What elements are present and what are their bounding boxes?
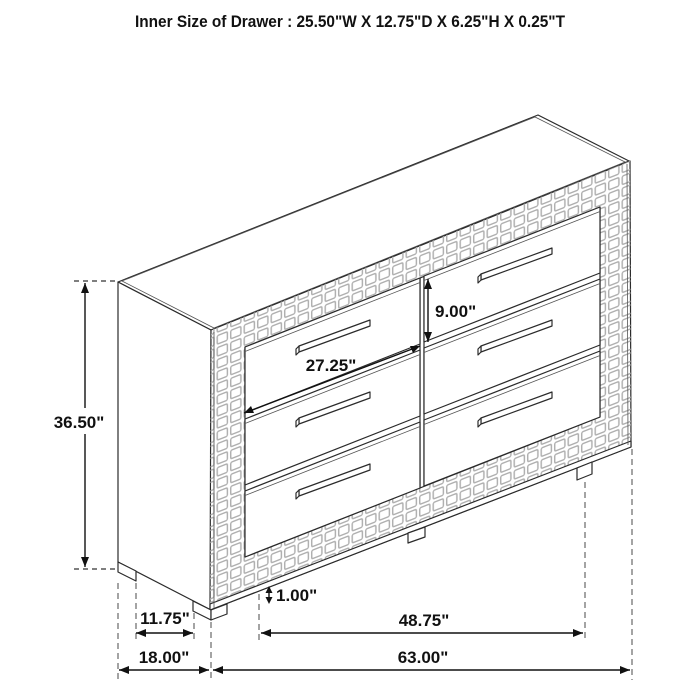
dim-drawer-height-label: 9.00" xyxy=(435,302,477,321)
dim-drawer-width-label: 27.25" xyxy=(305,356,357,375)
dim-overall-width xyxy=(213,648,630,674)
dim-overall-height xyxy=(44,283,116,567)
dim-overall-depth xyxy=(119,648,209,674)
diagram-title: Inner Size of Drawer : 25.50"W X 12.75"D X 6.25"H X 0.25"T xyxy=(135,12,566,31)
dim-leg-spacing-side-label: 11.75" xyxy=(140,609,190,628)
dim-overall-width-label: 63.00" xyxy=(397,648,449,667)
dim-leg-spacing-front xyxy=(261,611,583,637)
dim-overall-depth-label: 18.00" xyxy=(138,648,190,667)
dim-base-edge-label: 1.00" xyxy=(276,586,318,605)
dim-base-edge xyxy=(266,586,318,605)
dim-leg-spacing-side xyxy=(136,609,193,637)
dresser-drawing xyxy=(118,115,631,620)
dim-overall-height-label: 36.50" xyxy=(53,413,105,432)
dresser-left-side-panel xyxy=(118,282,211,610)
dim-leg-spacing-front-label: 48.75" xyxy=(398,611,450,630)
